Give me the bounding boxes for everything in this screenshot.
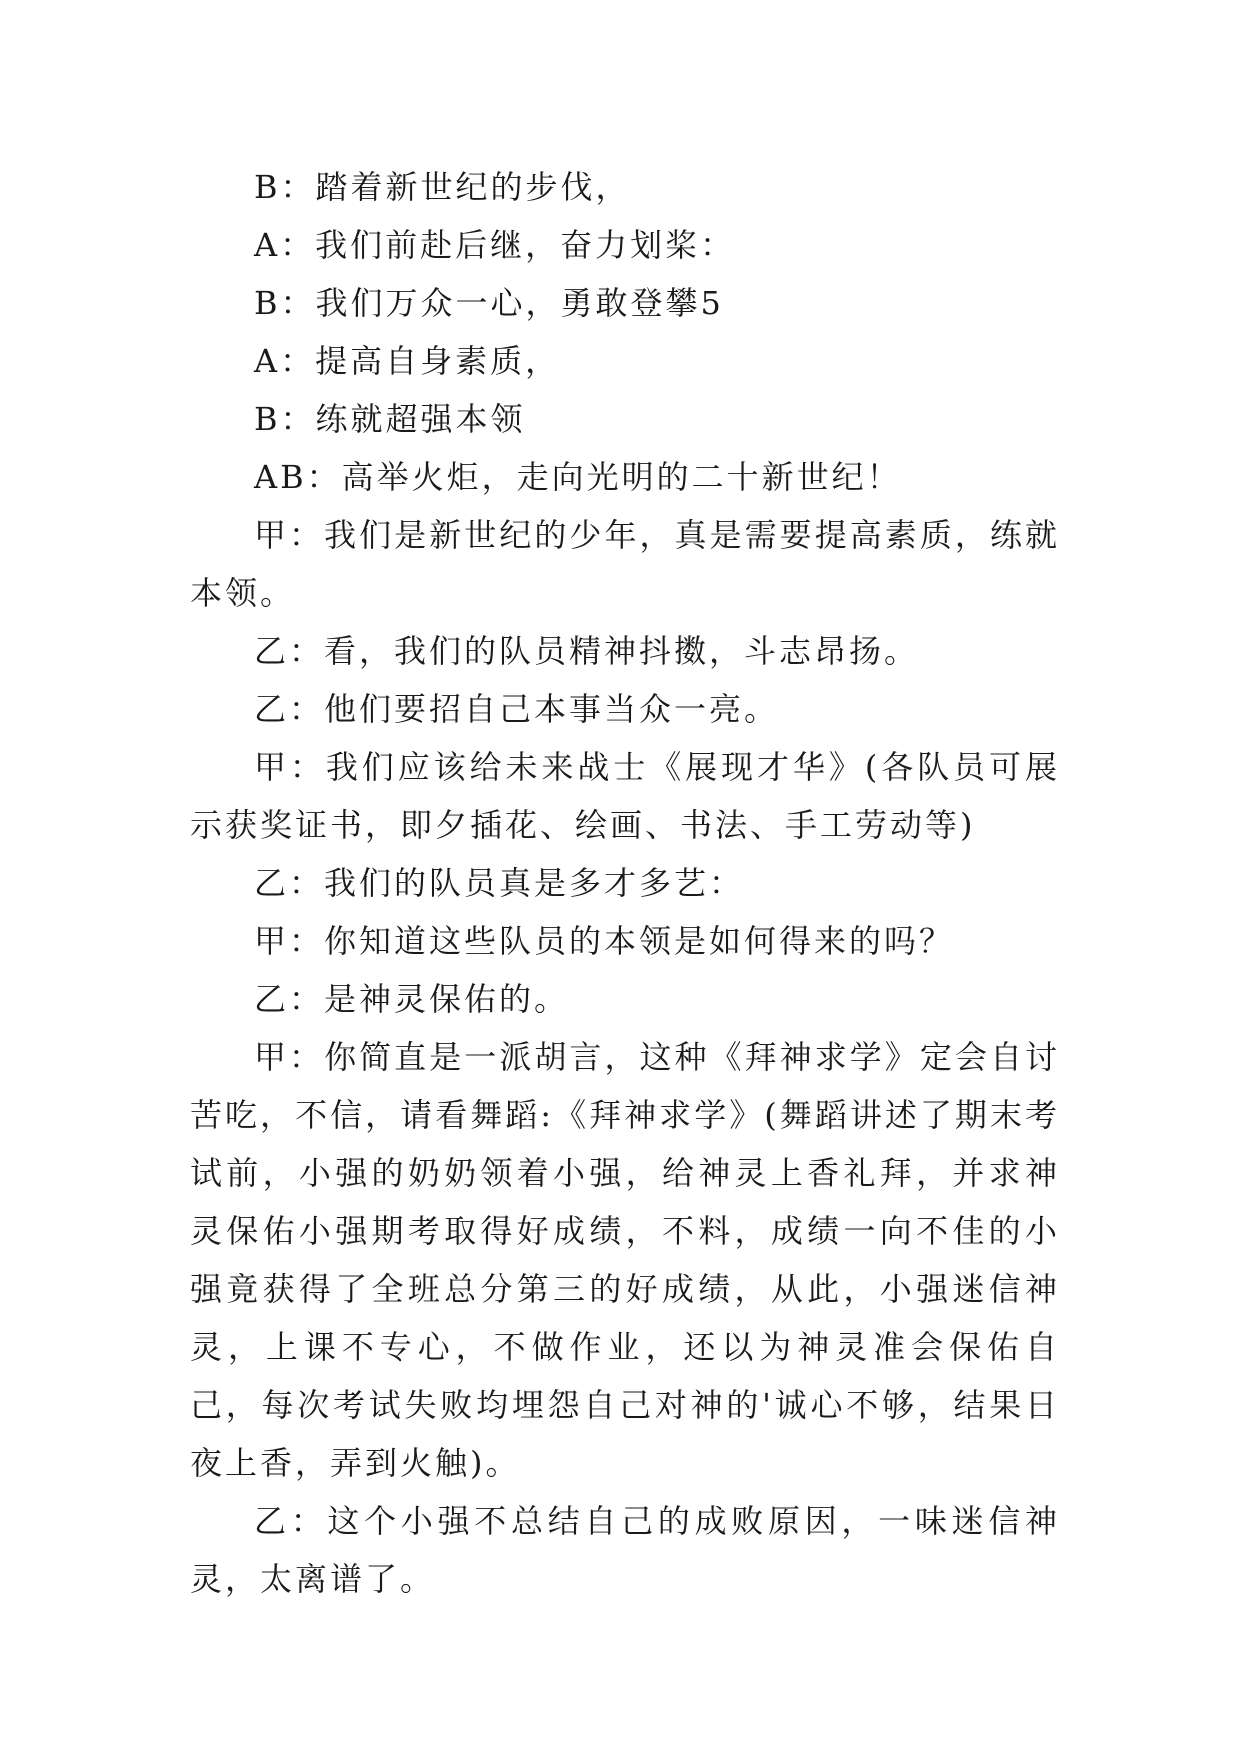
- paragraph-3: B：我们万众一心，勇敢登攀5: [254, 284, 724, 322]
- paragraph-12: 甲：你知道这些队员的本领是如何得来的吗？: [254, 922, 955, 960]
- paragraph-5: B：练就超强本领: [254, 400, 526, 438]
- paragraph-4: A：提高自身素质，: [254, 342, 561, 380]
- paragraph-6: AB：高举火炬，走向光明的二十新世纪！: [254, 458, 902, 496]
- paragraph-11: 乙：我们的队员真是多才多艺：: [254, 864, 745, 902]
- paragraph-7: 甲：我们是新世纪的少年，真是需要提高素质，练就本领。: [190, 516, 1060, 612]
- paragraph-8: 乙：看，我们的队员精神抖擞，斗志昂扬。: [254, 632, 920, 670]
- paragraph-13: 乙：是神灵保佑的。: [254, 980, 570, 1018]
- document-body: [190, 158, 1060, 1608]
- paragraph-14: 甲：你简直是一派胡言，这种《拜神求学》定会自讨苦吃，不信，请看舞蹈:《拜神求学》(舞蹈讲述了期末考试前，小强的奶奶领着小强，给神灵上香礼拜，并求神灵保佑小强期考取得好成绩，不料，成绩一向不佳的小强竟获得了全班总分第三的好成绩，从此，小强迷信神灵，上课不专心，不做作业，还以为神灵准会保佑自己，每次考试失败均埋怨自己对神的'诚心不够，结果日夜上香，弄到火触)。: [190, 1038, 1060, 1482]
- paragraph-10: 甲：我们应该给未来战士《展现才华》(各队员可展示获奖证书，即夕插花、绘画、书法、手工劳动等): [190, 748, 1060, 844]
- paragraph-15: 乙：这个小强不总结自己的成败原因，一味迷信神灵，太离谱了。: [190, 1502, 1060, 1598]
- paragraph-1: B：踏着新世纪的步伐，: [254, 168, 631, 206]
- paragraph-2: A：我们前赴后继，奋力划桨：: [254, 226, 736, 264]
- paragraph-9: 乙：他们要招自己本事当众一亮。: [254, 690, 780, 728]
